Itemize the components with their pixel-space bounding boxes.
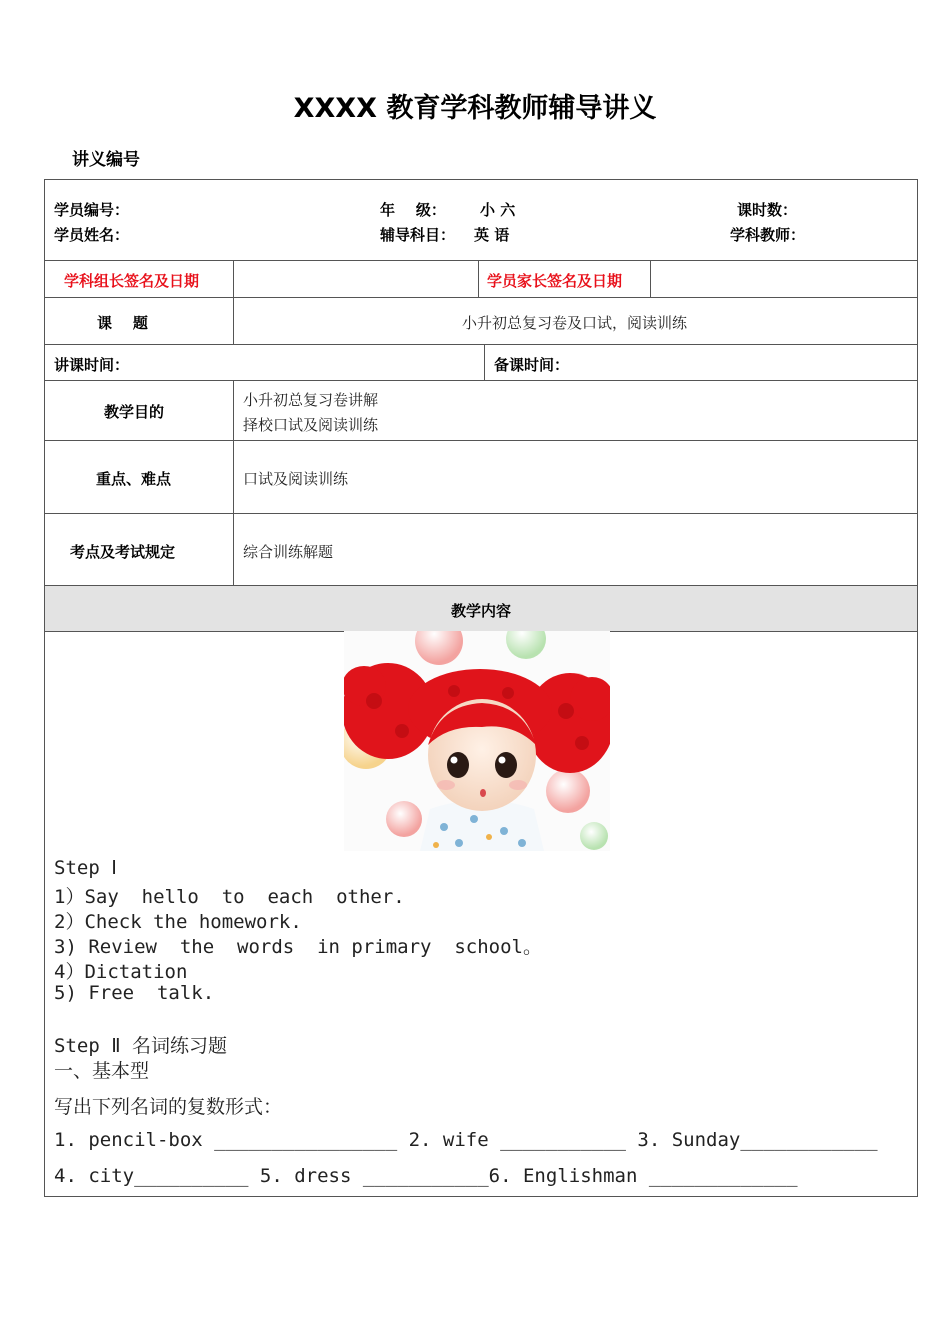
row-divider: [44, 380, 918, 381]
goal-line-2: 择校口试及阅读训练: [243, 416, 379, 434]
exercise-instruction: 写出下列名词的复数形式：: [54, 1096, 283, 1118]
step1-item: 4）Dictation: [54, 961, 188, 983]
grade-value: 小 六: [480, 201, 516, 219]
student-id-label: 学员编号：: [54, 201, 130, 219]
student-name-label: 学员姓名：: [54, 226, 130, 244]
content-header: 教学内容: [450, 602, 511, 620]
exercise-row: 4. city__________ 5. dress ___________6. Englishman _____________: [54, 1165, 798, 1187]
column-divider: [650, 260, 651, 297]
goal-label: 教学目的: [104, 403, 165, 421]
goal-line-1: 小升初总复习卷讲解: [243, 391, 379, 409]
row-divider: [44, 344, 918, 345]
step1-title: Step Ⅰ: [54, 857, 117, 879]
subject-label: 辅导科目：: [380, 226, 456, 244]
hours-label: 课时数：: [737, 201, 798, 219]
exam-rules-label: 考点及考试规定: [70, 543, 176, 561]
group-leader-signature-label: 学科组长签名及日期: [64, 272, 200, 290]
teacher-label: 学科教师：: [730, 226, 806, 244]
doc-number-label: 讲义编号: [72, 150, 140, 170]
key-points-label: 重点、难点: [96, 470, 172, 488]
exercise-row: 1. pencil-box ________________ 2. wife ___________ 3. Sunday____________: [54, 1129, 878, 1151]
step1-item: 1）Say hello to each other.: [54, 886, 405, 908]
step2-title: Step Ⅱ 名词练习题: [54, 1035, 227, 1057]
step1-item: 2）Check the homework.: [54, 911, 302, 933]
step1-item: 3) Review the words in primary school。: [54, 936, 542, 958]
row-divider: [44, 440, 918, 441]
column-divider: [478, 260, 479, 297]
row-divider: [44, 297, 918, 298]
column-divider: [233, 380, 234, 585]
row-divider: [44, 260, 918, 261]
exam-rules-value: 综合训练解题: [243, 543, 334, 561]
grade-label: 年 级：: [380, 201, 446, 219]
prep-time-label: 备课时间：: [494, 356, 570, 374]
column-divider: [233, 260, 234, 344]
parent-signature-label: 学员家长签名及日期: [487, 272, 623, 290]
lecture-time-label: 讲课时间：: [54, 356, 130, 374]
column-divider: [484, 344, 485, 380]
key-points-value: 口试及阅读训练: [243, 470, 349, 488]
section-title: 一、基本型: [54, 1060, 150, 1082]
document-title: XXXX 教育学科教师辅导讲义: [293, 93, 657, 124]
doll-illustration: [344, 631, 610, 851]
row-divider: [44, 513, 918, 514]
step1-item: 5) Free talk.: [54, 982, 215, 1004]
topic-label: 课 题: [97, 314, 148, 332]
topic-value: 小升初总复习卷及口试，阅读训练: [462, 314, 688, 332]
subject-value: 英 语: [474, 226, 510, 244]
